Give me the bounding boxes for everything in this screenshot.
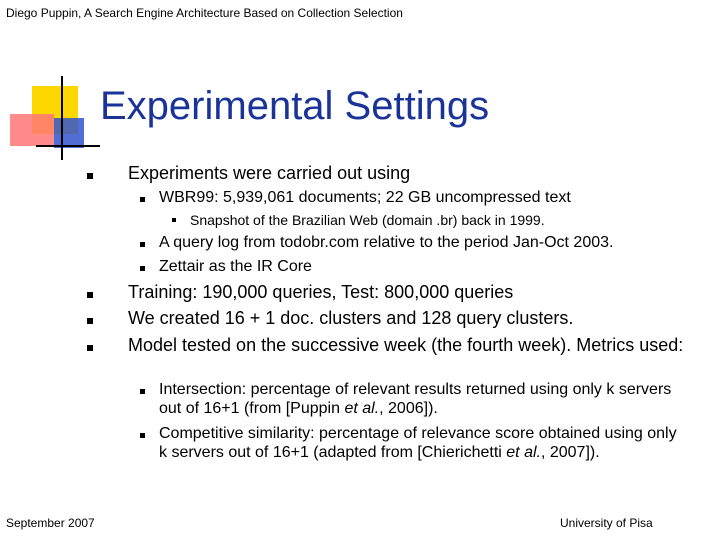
bullet-item: Experiments were carried out using <box>128 163 410 184</box>
bullet-item: WBR99: 5,939,061 documents; 22 GB uncompressed text <box>159 189 571 207</box>
bullet-square-icon <box>87 292 93 298</box>
footer-date: September 2007 <box>6 516 95 530</box>
bullet-item: Training: 190,000 queries, Test: 800,000 queries <box>128 282 513 303</box>
bullet-square-icon <box>140 242 145 247</box>
bullet-item: Snapshot of the Brazilian Web (domain .br) back in 1999. <box>190 212 545 228</box>
bullet-square-icon <box>87 173 93 179</box>
bullet-square-icon <box>140 389 145 394</box>
bullet-item: Model tested on the successive week (the fourth week). Metrics used: <box>128 335 698 356</box>
bullet-square-icon <box>140 433 145 438</box>
bullet-square-icon <box>87 345 93 351</box>
decorative-logo <box>0 0 110 170</box>
logo-red-square <box>10 114 54 146</box>
slide-header: Diego Puppin, A Search Engine Architecture Based on Collection Selection <box>6 6 403 20</box>
bullet-square-icon <box>140 266 145 271</box>
bullet-item: We created 16 + 1 doc. clusters and 128 query clusters. <box>128 308 573 329</box>
bullet-item: Intersection: percentage of relevant results returned using only k servers out of 16+1 (from [Puppin et al., 2006]). <box>159 381 689 418</box>
bullet-square-icon <box>172 218 176 222</box>
slide-title: Experimental Settings <box>100 84 490 128</box>
bullet-square-icon <box>87 318 93 324</box>
logo-blue-square <box>54 118 84 148</box>
bullet-item: Zettair as the IR Core <box>159 258 312 276</box>
bullet-item: Competitive similarity: percentage of relevance score obtained using only k servers out of 16+1 (adapted from [Chierichetti et al., 2007]). <box>159 425 689 462</box>
bullet-square-icon <box>140 197 145 202</box>
bullet-item: A query log from todobr.com relative to the period Jan-Oct 2003. <box>159 234 613 252</box>
footer-organization: University of Pisa <box>560 516 653 530</box>
